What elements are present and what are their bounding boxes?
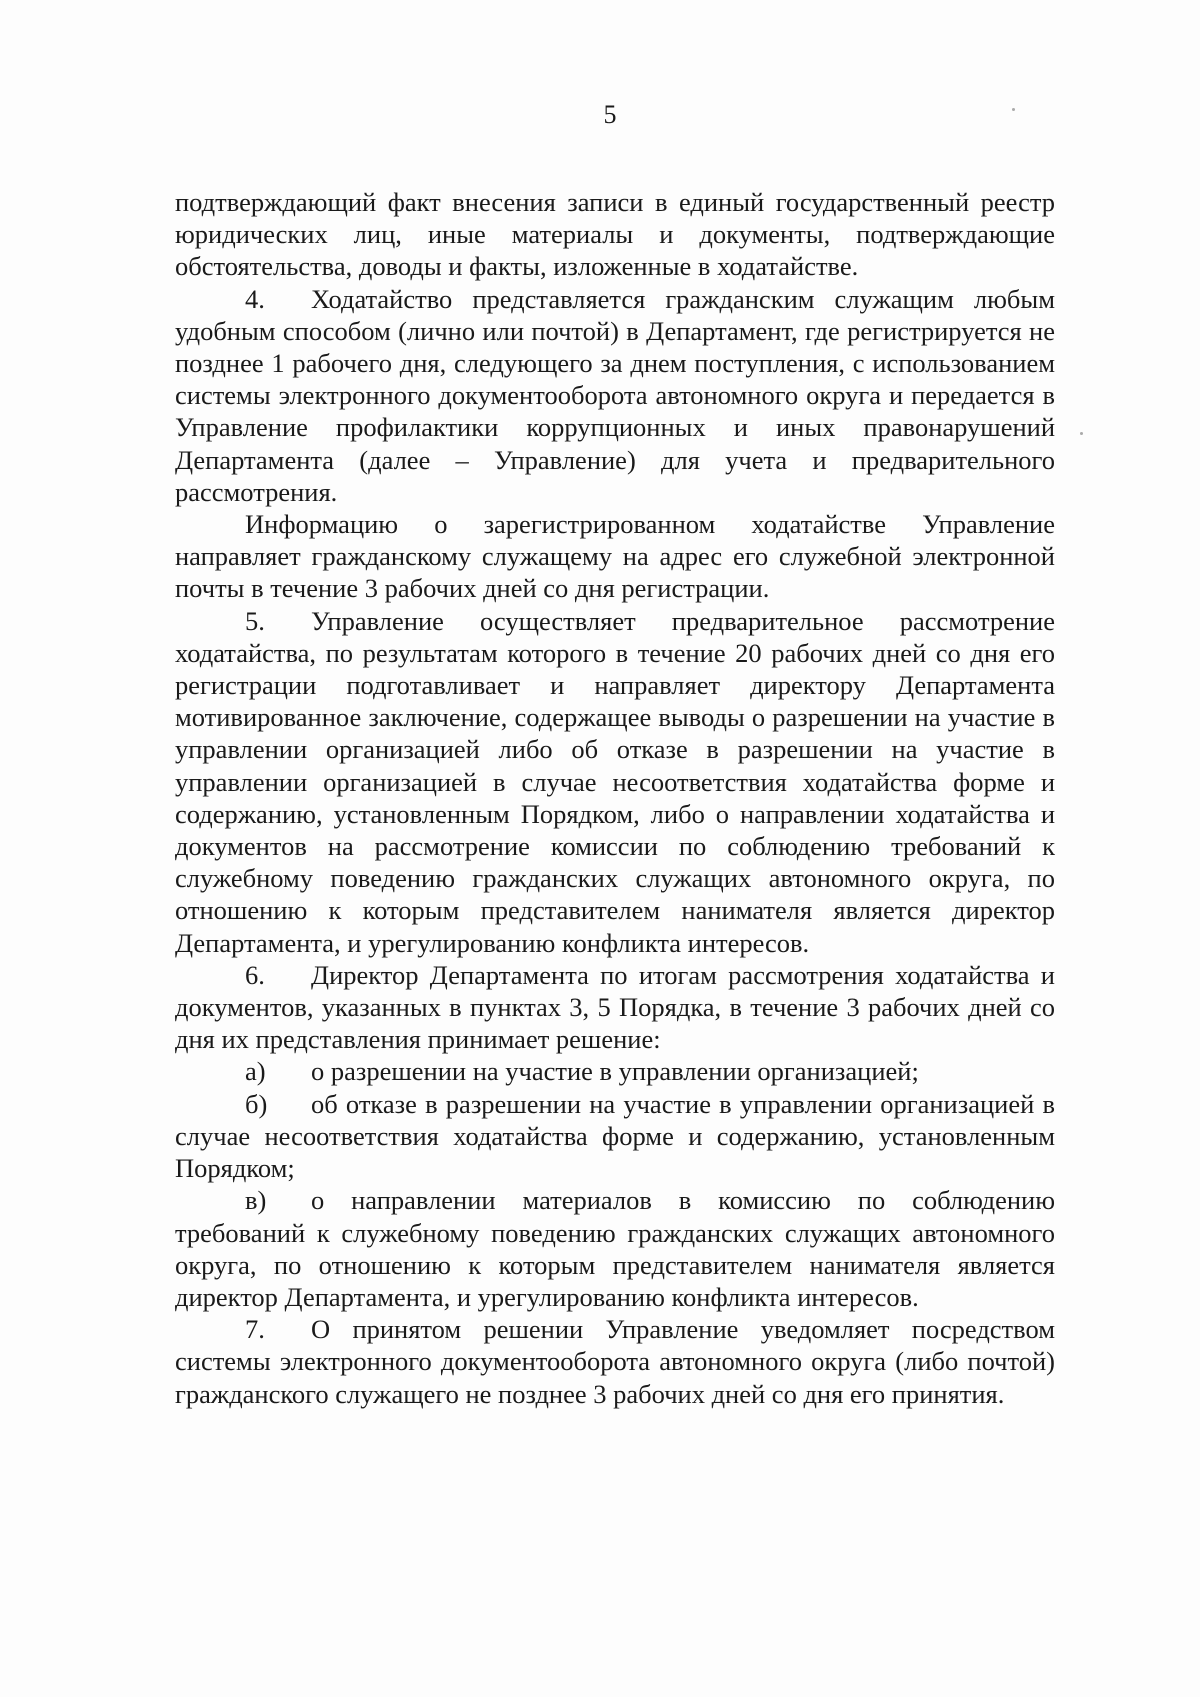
paragraph-text: Управление осуществляет предварительное рассмотрение ходатайства, по результатам которого в течение 20 рабочих дней со дня его регистрации подготавливает и направляет директору Департамента мотивированное заключение, содержащее выводы о разрешении на участие в управлении организацией либо об отказе в разрешении на участие в управлении организацией в случае несоответствия ходатайства форме и содержанию, установленным Порядком, либо о направлении ходатайства и документов на рассмотрение комиссии по соблюдению требований к служебному поведению гражданских служащих автономного округа, по отношению к которым представителем нанимателя является директор Департамента, и урегулированию конфликта интересов.	[175, 605, 1055, 958]
paragraph-text: Директор Департамента по итогам рассмотрения ходатайства и документов, указанных в пунктах 3, 5 Порядка, в течение 3 рабочих дней со дня их представления принимает решение:	[175, 959, 1055, 1055]
scan-speck	[1012, 108, 1015, 111]
subitem-a	[175, 1055, 1055, 1087]
subitem-letter: а)	[245, 1056, 266, 1087]
paragraph-item-7	[175, 1313, 1055, 1410]
subitem-letter: в)	[245, 1185, 267, 1216]
paragraph-item-5	[175, 605, 1055, 959]
item-number: 5.	[245, 605, 265, 636]
paragraph-text: Информацию о зарегистрированном ходатайстве Управление направляет гражданскому служащему на адрес его служебной электронной почты в течение 3 рабочих дней со дня регистрации.	[175, 509, 1055, 604]
paragraph-text: подтверждающий факт внесения записи в единый государственный реестр юридических лиц, иные материалы и документы, подтверждающие обстоятельства, доводы и факты, изложенные в ходатайстве.	[175, 187, 1055, 282]
subitem-v	[175, 1184, 1055, 1313]
paragraph-item-4	[175, 283, 1055, 508]
paragraph-text: о направлении материалов в комиссию по соблюдению требований к служебному поведению гражданских служащих автономного округа, по отношению к которым представителем нанимателя является директор Департамента, и урегулированию конфликта интересов.	[175, 1185, 1055, 1312]
paragraph-continuation	[175, 186, 1055, 283]
item-number: 6.	[245, 959, 265, 990]
paragraph-text: О принятом решении Управление уведомляет посредством системы электронного документооборота автономного округа (либо почтой) гражданского служащего не позднее 3 рабочих дней со дня его принятия.	[175, 1314, 1055, 1409]
paragraph-notification	[175, 508, 1055, 605]
paragraph-item-6	[175, 959, 1055, 1056]
page-number: 5	[603, 100, 617, 129]
paragraph-text: Ходатайство представляется гражданским служащим любым удобным способом (лично или почтой) в Департамент, где регистрируется не позднее 1 рабочего дня, следующего за днем поступления, с использованием системы электронного документооборота автономного округа и передается в Управление профилактики коррупционных и иных правонарушений Департамента (далее – Управление) для учета и предварительного рассмотрения.	[175, 283, 1055, 507]
body-text	[175, 186, 1055, 1410]
scan-speck	[1080, 432, 1083, 435]
subitem-b	[175, 1088, 1055, 1185]
paragraph-text: о разрешении на участие в управлении организацией;	[311, 1056, 919, 1087]
item-number: 7.	[245, 1314, 265, 1345]
paragraph-text: об отказе в разрешении на участие в управлении организацией в случае несоответствия ходатайства форме и содержанию, установленным Порядком;	[175, 1088, 1055, 1184]
item-number: 4.	[245, 283, 265, 314]
subitem-letter: б)	[245, 1088, 268, 1119]
